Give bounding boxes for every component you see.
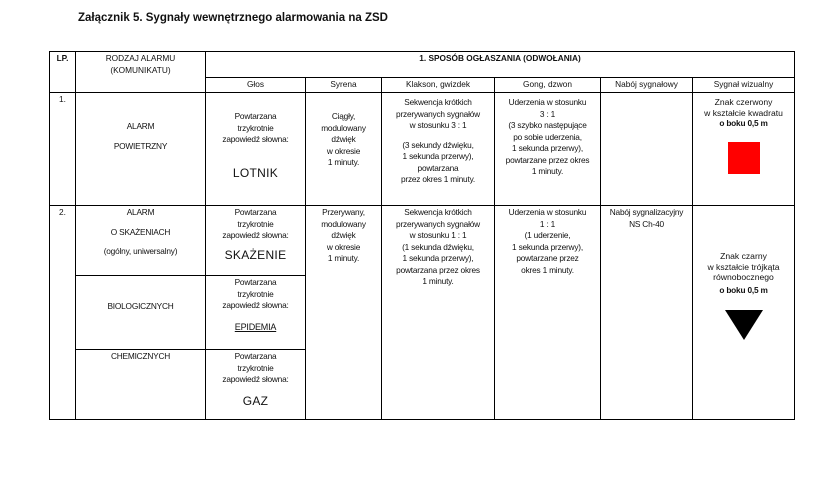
visual-cell (693, 93, 795, 206)
voice-text-line3: zapowiedź słowna: (222, 134, 289, 144)
header-lp: LP. (50, 52, 76, 93)
horn-line7: 1 minuty. (422, 276, 454, 286)
header-cartridge: Nabój sygnałowy (601, 78, 693, 93)
voice-word: SKAŻENIE (224, 247, 287, 262)
header-gong: Gong, dzwon (495, 78, 601, 93)
visual-size: o boku 0,5 m (719, 284, 768, 295)
horn-line6: powtarzana (417, 162, 459, 173)
header-alarm-type-line2: (KOMUNIKATU) (110, 64, 171, 75)
voice-cell (206, 93, 306, 206)
voice-text-line1: Powtarzana (234, 111, 277, 121)
header-horn: Klakson, gwizdek (382, 78, 495, 93)
voice-text-line3: zapowiedź słowna: (222, 300, 289, 310)
voice-text-line2: trzykrotnie (237, 218, 274, 229)
cartridge-cell (601, 93, 693, 206)
visual-line1: Znak czarny (720, 251, 767, 261)
gong-line4: 1 sekunda przerwy), (512, 241, 583, 252)
gong-line2: 1 : 1 (539, 218, 556, 229)
alarm-type-line1: ALARM (126, 121, 155, 131)
red-square-icon (728, 142, 760, 174)
siren-cell (306, 206, 382, 420)
horn-line3: w stosunku 1 : 1 (409, 230, 467, 240)
cartridge-cell (601, 206, 693, 420)
siren-line2: modulowany (321, 218, 366, 229)
horn-cell (382, 206, 495, 420)
gong-line4: po sobie uderzenia, (513, 131, 582, 142)
horn-line5: 1 sekunda przerwy), (402, 151, 474, 161)
black-triangle-icon (725, 310, 763, 340)
alarm-type-line2: POWIETRZNY (113, 140, 168, 151)
alarm-type-cell (76, 93, 206, 206)
horn-line1: Sekwencja krótkich (404, 207, 472, 217)
siren-line1: Ciągły, (331, 111, 356, 121)
siren-line1: Przerywany, (322, 207, 365, 217)
horn-line2: przerywanych sygnałów (396, 218, 480, 229)
horn-line4: (3 sekundy dźwięku, (402, 139, 474, 150)
alarm-type-line1: BIOLOGICZNYCH (107, 301, 174, 311)
voice-text-line1: Powtarzana (234, 351, 277, 361)
header-visual: Sygnał wizualny (693, 78, 795, 93)
horn-cell (382, 93, 495, 206)
header-row-1 (50, 52, 795, 78)
gong-line2: 3 : 1 (539, 108, 556, 119)
voice-text-line2: trzykrotnie (237, 288, 274, 299)
voice-cell (206, 276, 306, 350)
voice-cell (206, 206, 306, 276)
alarm-type-cell (76, 206, 206, 276)
horn-line4: (1 sekunda dźwięku, (402, 241, 474, 252)
table-row-air-alarm (50, 93, 795, 206)
siren-line3: dźwięk (331, 134, 356, 144)
gong-line1: Uderzenia w stosunku (508, 97, 587, 107)
header-voice: Głos (206, 78, 306, 93)
header-alarm-type (76, 52, 206, 93)
horn-line1: Sekwencja krótkich (404, 97, 472, 107)
alarm-type-cell (76, 276, 206, 350)
gong-line3: (3 szybko następujące (508, 120, 587, 130)
gong-line6: powtarzane przez okres (505, 154, 590, 165)
gong-line5: powtarzane przez (516, 253, 579, 263)
visual-size: o boku 0,5 m (719, 118, 768, 128)
siren-line5: 1 minuty. (327, 253, 360, 263)
visual-line2: w kształcie kwadratu (704, 107, 783, 118)
voice-text-line3: zapowiedź słowna: (222, 374, 289, 384)
visual-cell (693, 206, 795, 420)
alarm-signals-table (49, 51, 795, 420)
alarm-type-line1: CHEMICZNYCH (110, 351, 171, 361)
header-announcement-method: 1. SPOSÓB OGŁASZANIA (ODWOŁANIA) (206, 52, 795, 78)
cartridge-line2: NS Ch-40 (629, 218, 664, 229)
horn-line2: przerywanych sygnałów (396, 108, 480, 119)
voice-cell (206, 350, 306, 420)
voice-word: LOTNIK (232, 165, 279, 180)
voice-text-line1: Powtarzana (234, 207, 277, 217)
siren-line4: w okresie (326, 241, 361, 252)
voice-text-line2: trzykrotnie (237, 122, 274, 133)
gong-line6: okres 1 minuty. (521, 264, 574, 275)
voice-word: GAZ (242, 393, 269, 408)
lp-cell: 2. (50, 206, 76, 420)
siren-line5: 1 minuty. (327, 157, 360, 167)
gong-cell (495, 206, 601, 420)
alarm-type-cell (76, 350, 206, 420)
cartridge-line1: Nabój sygnalizacyjny (609, 207, 684, 217)
voice-text-line2: trzykrotnie (237, 362, 274, 373)
horn-line3: w stosunku 3 : 1 (409, 120, 467, 130)
voice-text-line1: Powtarzana (234, 277, 277, 287)
gong-line7: 1 minuty. (531, 166, 564, 176)
visual-line2: w kształcie trójkąta (707, 261, 780, 272)
voice-text-line3: zapowiedź słowna: (222, 230, 289, 240)
siren-line3: dźwięk (331, 230, 356, 240)
header-alarm-type-line1: RODZAJ ALARMU (105, 53, 176, 63)
visual-line3: równobocznego (713, 272, 774, 282)
horn-line7: przez okres 1 minuty. (400, 174, 476, 184)
lp-cell: 1. (50, 93, 76, 206)
siren-line4: w okresie (326, 145, 361, 156)
horn-line6: powtarzana przez okres (396, 264, 480, 275)
visual-line1: Znak czerwony (714, 97, 773, 107)
voice-word: EPIDEMIA (234, 321, 277, 332)
gong-line3: (1 uderzenie, (524, 230, 571, 240)
alarm-type-line3: (ogólny, uniwersalny) (103, 246, 178, 256)
gong-line5: 1 sekunda przerwy), (512, 143, 583, 153)
page-title: Załącznik 5. Sygnały wewnętrznego alarmowania na ZSD (78, 12, 388, 24)
horn-line5: 1 sekunda przerwy), (402, 253, 474, 263)
siren-cell (306, 93, 382, 206)
alarm-type-line2: O SKAŻENIACH (110, 226, 171, 237)
siren-line2: modulowany (321, 122, 366, 133)
alarm-type-line1: ALARM (126, 207, 155, 217)
header-siren: Syrena (306, 78, 382, 93)
table-row-contamination-alarm (50, 206, 795, 276)
gong-line1: Uderzenia w stosunku (508, 207, 587, 217)
gong-cell (495, 93, 601, 206)
